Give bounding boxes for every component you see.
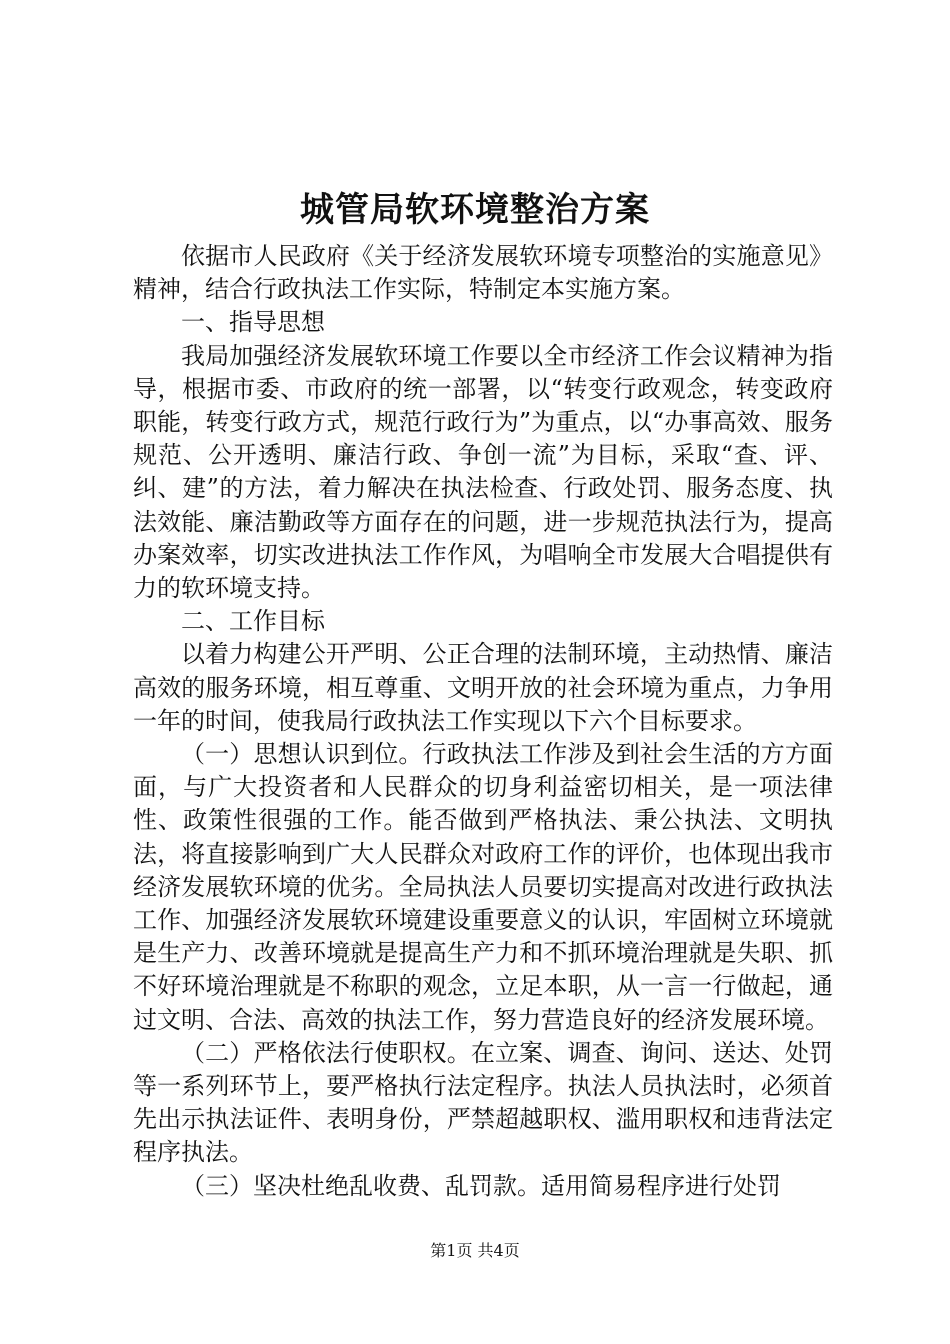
document-body bbox=[133, 240, 833, 1203]
section-heading-guiding-thought: 一、指导思想 bbox=[181, 308, 325, 337]
work-goals-paragraph: 以着力构建公开严明、公正合理的法制环境，主动热情、廉洁高效的服务环境，相互尊重、文明开放的社会环境为重点，力争用一年的时间，使我局行政执法工作实现以下六个目标要求。 bbox=[133, 640, 833, 735]
goal-item-3: （三）坚决杜绝乱收费、乱罚款。适用简易程序进行处罚 bbox=[181, 1171, 781, 1200]
intro-paragraph: 依据市人民政府《关于经济发展软环境专项整治的实施意见》精神，结合行政执法工作实际，特制定本实施方案。 bbox=[133, 242, 833, 304]
guiding-thought-paragraph: 我局加强经济发展软环境工作要以全市经济工作会议精神为指导，根据市委、市政府的统一部署，以“转变行政观念，转变政府职能，转变行政方式，规范行政行为”为重点，以“办事高效、服务规范、公开透明、廉洁行政、争创一流”为目标，采取“查、评、纠、建”的方法，着力解决在执法检查、行政处罚、服务态度、执法效能、廉洁勤政等方面存在的问题，进一步规范执法行为，提高办案效率，切实改进执法工作作风，为唱响全市发展大合唱提供有力的软环境支持。 bbox=[133, 341, 833, 603]
document-title: 城管局软环境整治方案 bbox=[300, 190, 650, 230]
goal-item-1: （一）思想认识到位。行政执法工作涉及到社会生活的方方面面，与广大投资者和人民群众的切身利益密切相关，是一项法律性、政策性很强的工作。能否做到严格执法、秉公执法、文明执法，将直接影响到广大人民群众对政府工作的评价，也体现出我市经济发展软环境的优劣。全局执法人员要切实提高对改进行政执法工作、加强经济发展软环境建设重要意义的认识，牢固树立环境就是生产力、改善环境就是提高生产力和不抓环境治理就是失职、抓不好环境治理就是不称职的观念，立足本职，从一言一行做起，通过文明、合法、高效的执法工作，努力营造良好的经济发展环境。 bbox=[133, 740, 833, 1034]
page-footer: 第1页 共4页 bbox=[430, 1241, 520, 1260]
goal-item-2: （二）严格依法行使职权。在立案、调查、询问、送达、处罚等一系列环节上，要严格执行法定程序。执法人员执法时，必须首先出示执法证件、表明身份，严禁超越职权、滥用职权和违背法定程序执法。 bbox=[133, 1038, 833, 1167]
section-heading-work-goals: 二、工作目标 bbox=[181, 607, 325, 636]
